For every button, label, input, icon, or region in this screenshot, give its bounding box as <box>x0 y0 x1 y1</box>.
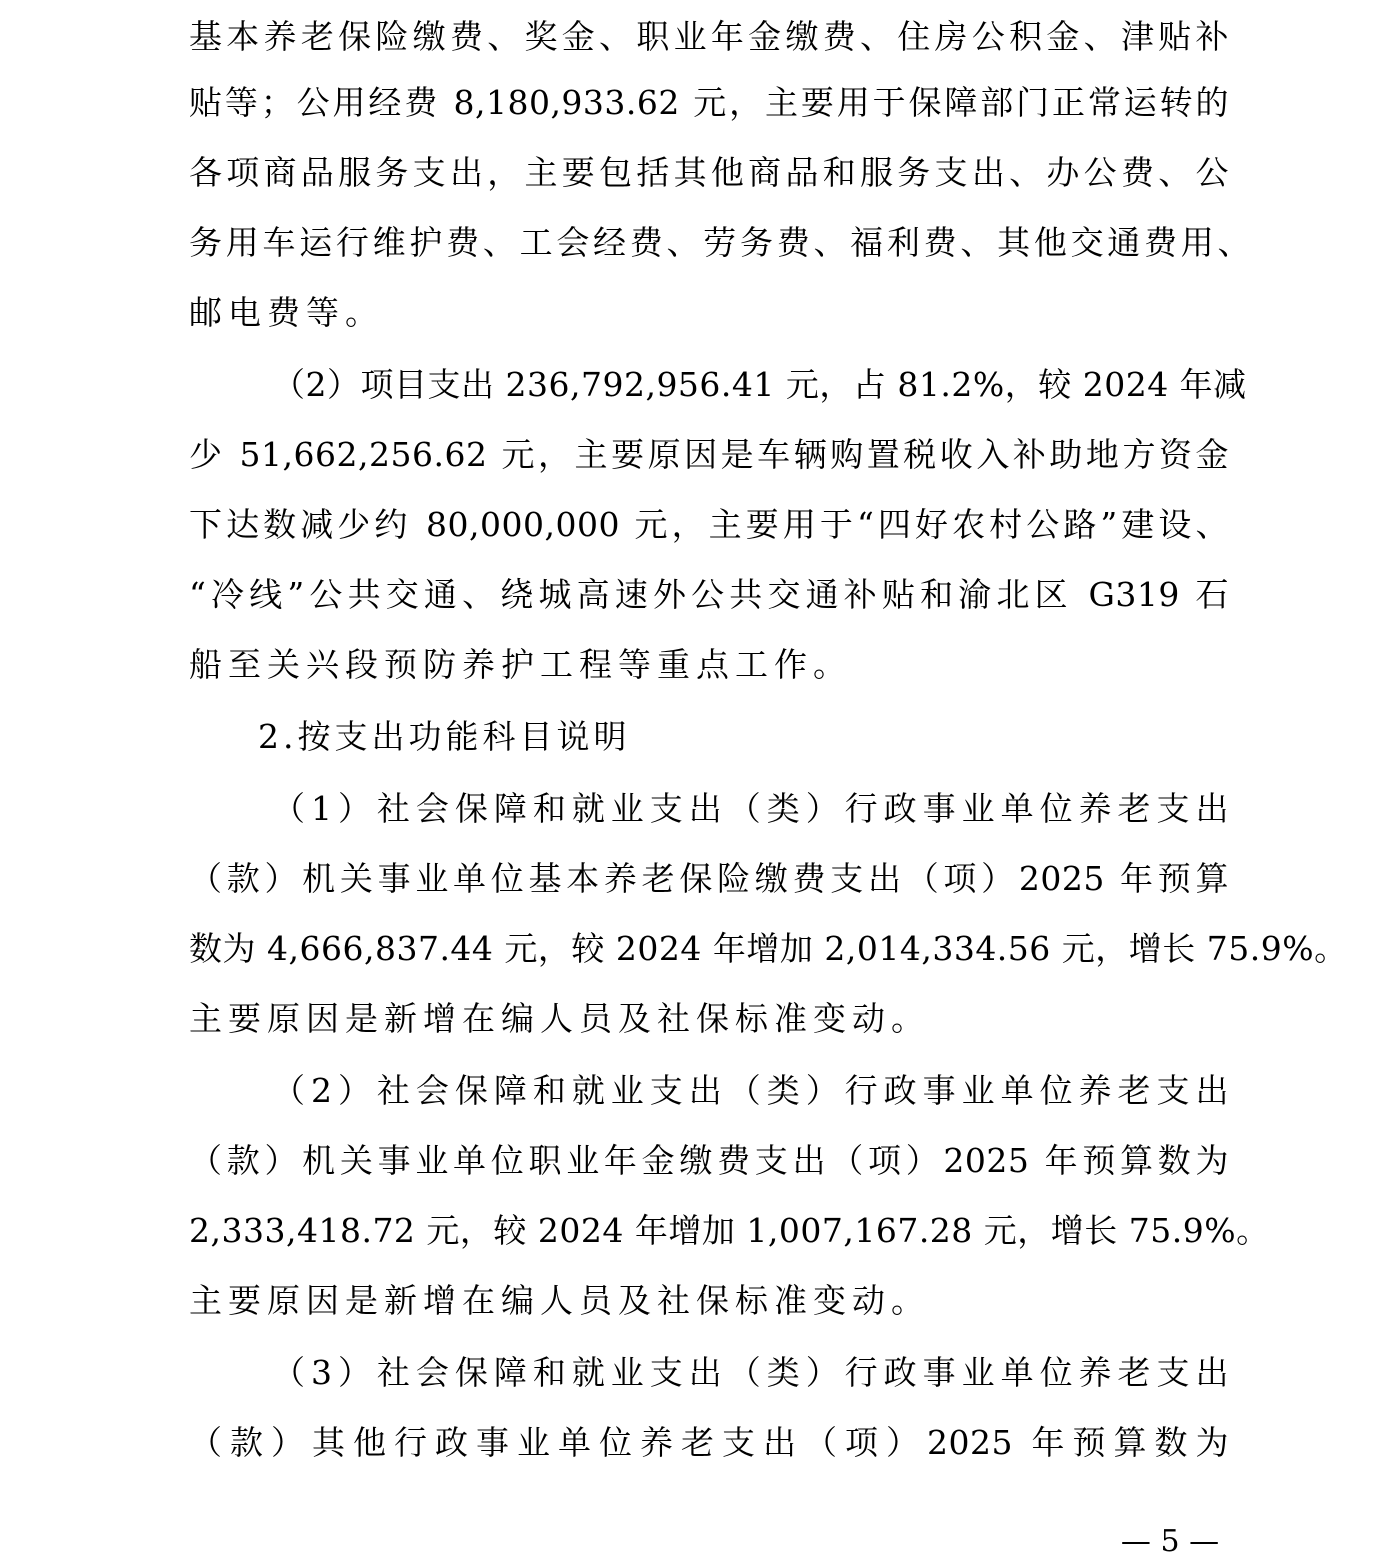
paragraph-start-line: （2）项目支出 236,792,956.41 元，占 81.2%，较 2024 年减 <box>272 365 1247 404</box>
text-line: （款）其他行政事业单位养老支出（项）2025 年预算数为 <box>189 1423 1229 1462</box>
text-line: “冷线”公共交通、绕城高速外公共交通补贴和渝北区 G319 石 <box>189 575 1229 614</box>
paragraph-start-line: （3）社会保障和就业支出（类）行政事业单位养老支出 <box>272 1353 1229 1392</box>
text-line: 主要原因是新增在编人员及社保标准变动。 <box>189 1281 930 1320</box>
text-line: 基本养老保险缴费、奖金、职业年金缴费、住房公积金、津贴补 <box>189 17 1229 56</box>
text-line: 少 51,662,256.62 元，主要原因是车辆购置税收入补助地方资金 <box>189 435 1229 474</box>
text-line: 务用车运行维护费、工会经费、劳务费、福利费、其他交通费用、 <box>189 223 1251 262</box>
text-line: 数为 4,666,837.44 元，较 2024 年增加 2,014,334.56 元，增长 75.9%。 <box>189 929 1348 968</box>
paragraph-start-line: （1）社会保障和就业支出（类）行政事业单位养老支出 <box>272 789 1229 828</box>
section-heading: 2.按支出功能科目说明 <box>258 717 631 756</box>
text-line: 船至关兴段预防养护工程等重点工作。 <box>189 645 852 684</box>
text-line: 主要原因是新增在编人员及社保标准变动。 <box>189 999 930 1038</box>
text-line: （款）机关事业单位职业年金缴费支出（项）2025 年预算数为 <box>189 1141 1229 1180</box>
paragraph-start-line: （2）社会保障和就业支出（类）行政事业单位养老支出 <box>272 1071 1229 1110</box>
text-line: （款）机关事业单位基本养老保险缴费支出（项）2025 年预算 <box>189 859 1229 898</box>
text-line: 下达数减少约 80,000,000 元，主要用于“四好农村公路”建设、 <box>189 505 1229 544</box>
page-number: — 5 — <box>1120 1524 1220 1559</box>
text-line: 邮电费等。 <box>189 293 384 332</box>
text-line: 贴等；公用经费 8,180,933.62 元，主要用于保障部门正常运转的 <box>189 83 1229 122</box>
text-line: 2,333,418.72 元，较 2024 年增加 1,007,167.28 元，增长 75.9%。 <box>189 1211 1270 1250</box>
text-line: 各项商品服务支出，主要包括其他商品和服务支出、办公费、公 <box>189 153 1229 192</box>
